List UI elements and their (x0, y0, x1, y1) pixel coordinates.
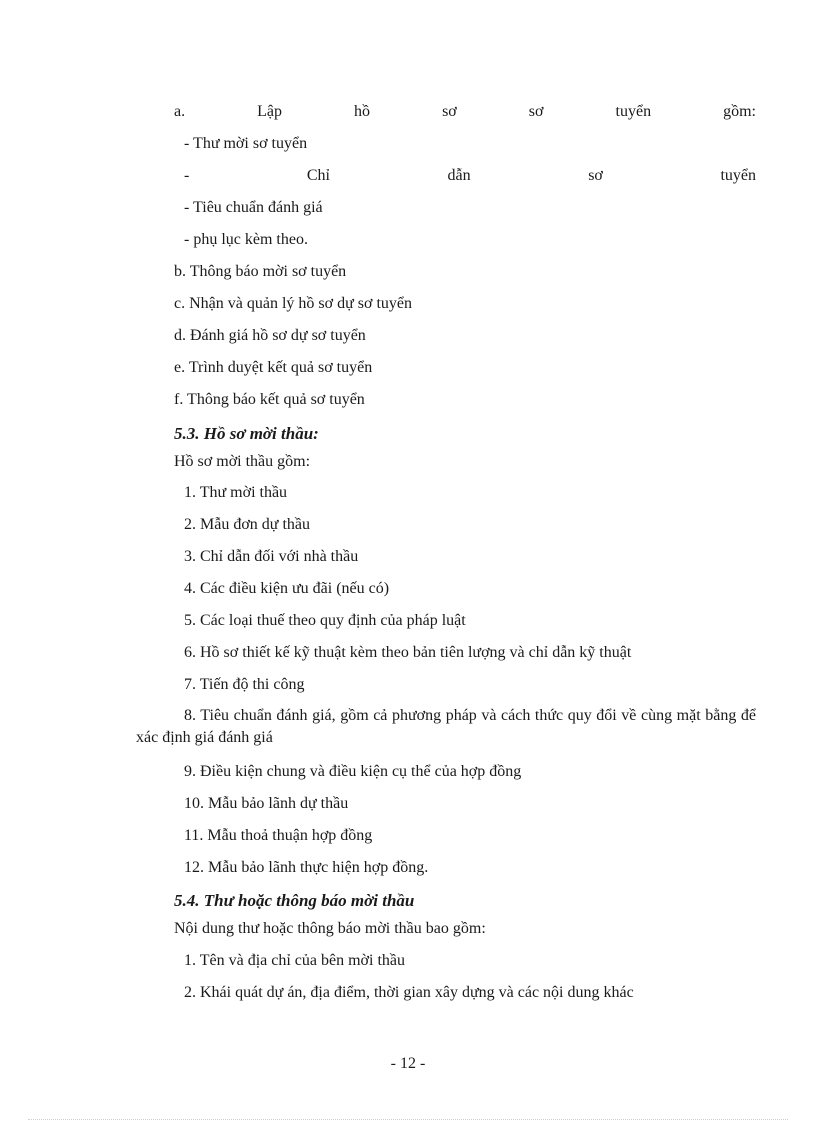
section-intro: Nội dung thư hoặc thông báo mời thầu bao gồm: (174, 920, 486, 937)
section-heading: 5.4. Thư hoặc thông báo mời thầu (174, 891, 415, 910)
word: Chỉ (306, 167, 330, 184)
list-item: 10. Mẫu bảo lãnh dự thầu (184, 795, 349, 812)
list-item: 6. Hồ sơ thiết kế kỹ thuật kèm theo bản tiên lượng và chỉ dẫn kỹ thuật (184, 644, 632, 661)
word: sơ (528, 103, 544, 120)
list-item: 7. Tiến độ thi công (184, 676, 305, 693)
list-item: 4. Các điều kiện ưu đãi (nếu có) (184, 580, 390, 597)
list-item: 11. Mẫu thoả thuận hợp đồng (184, 827, 373, 844)
list-item: 8. Tiêu chuẩn đánh giá, gồm cả phương pháp và cách thức quy đổi về cùng mặt bằng để xác định giá đánh giá (136, 707, 756, 746)
list-a-item: - Thư mời sơ tuyển (184, 135, 308, 152)
word: Lập (257, 103, 283, 120)
step-item: e. Trình duyệt kết quả sơ tuyển (174, 359, 373, 376)
list-item: 12. Mẫu bảo lãnh thực hiện hợp đồng. (184, 859, 429, 876)
word: - (184, 167, 190, 184)
word: dẫn (447, 167, 471, 184)
list-item: 2. Khái quát dự án, địa điểm, thời gian xây dựng và các nội dung khác (184, 984, 634, 1001)
word: tuyển (720, 167, 756, 184)
list-item: 1. Tên và địa chỉ của bên mời thầu (184, 952, 405, 969)
list-item: 1. Thư mời thầu (184, 484, 288, 501)
word: gồm: (723, 103, 756, 120)
page-number: - 12 - (390, 1055, 426, 1072)
list-item: 2. Mẫu đơn dự thầu (184, 516, 311, 533)
section-heading: 5.3. Hồ sơ mời thầu: (174, 424, 319, 443)
step-item: b. Thông báo mời sơ tuyển (174, 263, 347, 280)
list-a-heading (174, 102, 756, 122)
list-a-item (184, 166, 756, 186)
step-item: f. Thông báo kết quả sơ tuyển (174, 391, 365, 408)
list-item: 5. Các loại thuế theo quy định của pháp luật (184, 612, 466, 629)
step-item: c. Nhận và quản lý hồ sơ dự sơ tuyển (174, 295, 412, 312)
word: tuyển (615, 103, 652, 120)
page-bottom-divider (28, 1119, 788, 1120)
section-intro: Hồ sơ mời thầu gồm: (174, 453, 311, 470)
list-a-item: - Tiêu chuẩn đánh giá (184, 199, 323, 216)
word: sơ (588, 167, 603, 184)
step-item: d. Đánh giá hồ sơ dự sơ tuyển (174, 327, 366, 344)
list-a-item: - phụ lục kèm theo. (184, 231, 308, 248)
list-item: 3. Chỉ dẫn đối với nhà thầu (184, 548, 359, 565)
word: a. (174, 103, 186, 120)
list-item: 9. Điều kiện chung và điều kiện cụ thể của hợp đồng (184, 763, 522, 780)
word: sơ (442, 103, 457, 120)
word: hồ (354, 103, 371, 120)
